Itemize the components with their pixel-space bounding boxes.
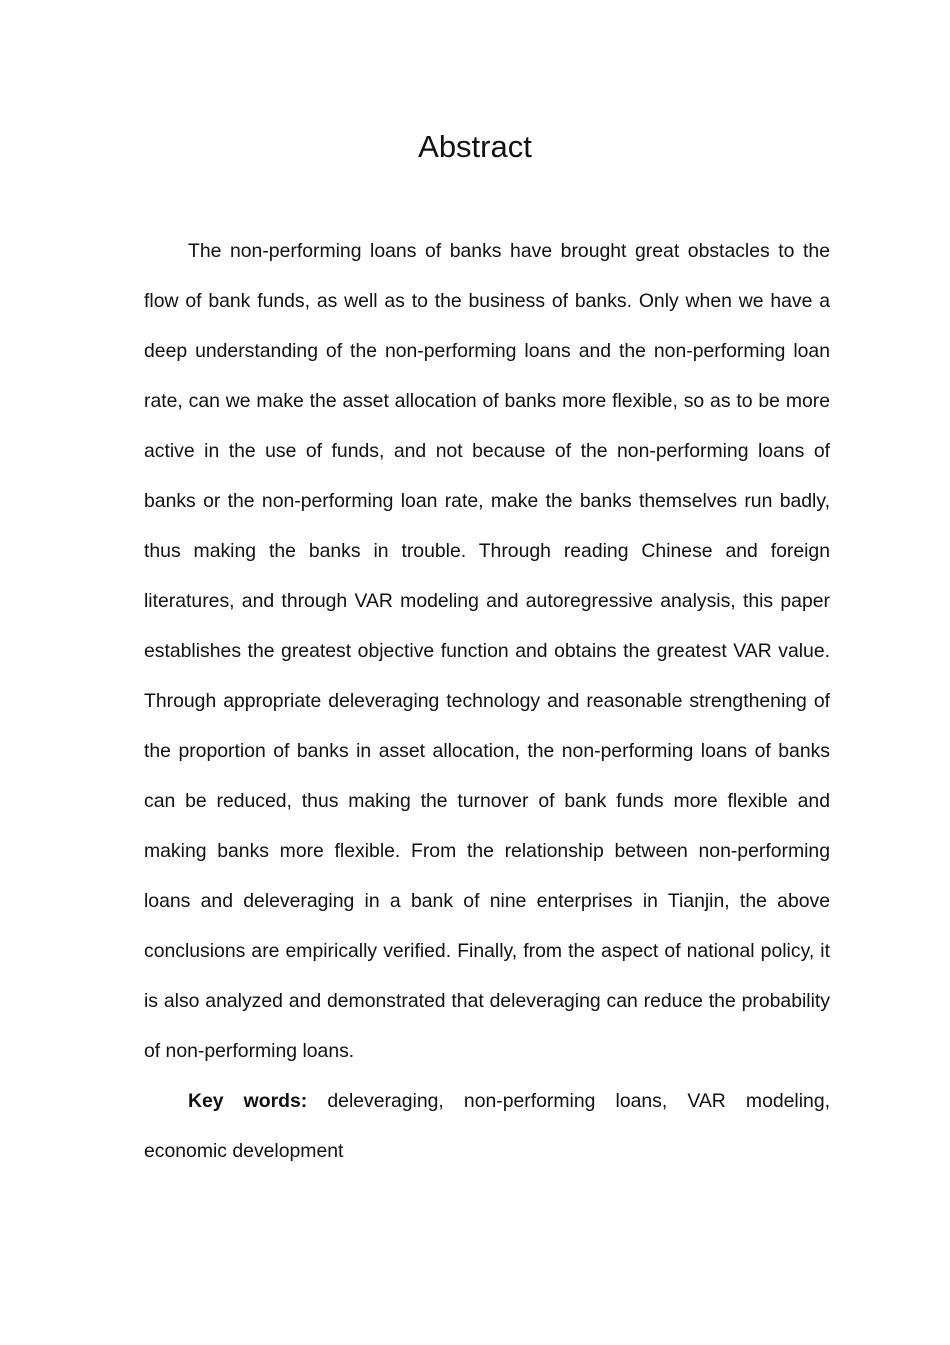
page-title: Abstract: [418, 129, 532, 164]
abstract-paragraph: The non-performing loans of banks have brought great obstacles to the flow of bank funds, as well as to the business of banks. Only when we have a deep understanding of the non-performing loans and the non-performing loan rate, can we make the asset allocation of banks more flexible, so as to be more active in the use of funds, and not because of the non-performing loans of banks or the non-performing loan rate, make the banks themselves run badly, thus making the banks in trouble. Through reading Chinese and foreign literatures, and through VAR modeling and autoregressive analysis, this paper establishes the greatest objective function and obtains the greatest VAR value. Through appropriate deleveraging technology and reasonable strengthening of the proportion of banks in asset allocation, the non-performing loans of banks can be reduced, thus making the turnover of bank funds more flexible and making banks more flexible. From the relationship between non-performing loans and deleveraging in a bank of nine enterprises in Tianjin, the above conclusions are empirically verified. Finally, from the aspect of national policy, it is also analyzed and demonstrated that deleveraging can reduce the probability of non-performing loans.: [144, 240, 830, 1062]
keywords-line: [144, 1076, 830, 1176]
keywords-label: Key words:: [188, 1090, 308, 1112]
keywords-text: deleveraging, non-performing loans, VAR modeling, economic development: [144, 1090, 830, 1162]
abstract-body: [144, 226, 830, 1176]
